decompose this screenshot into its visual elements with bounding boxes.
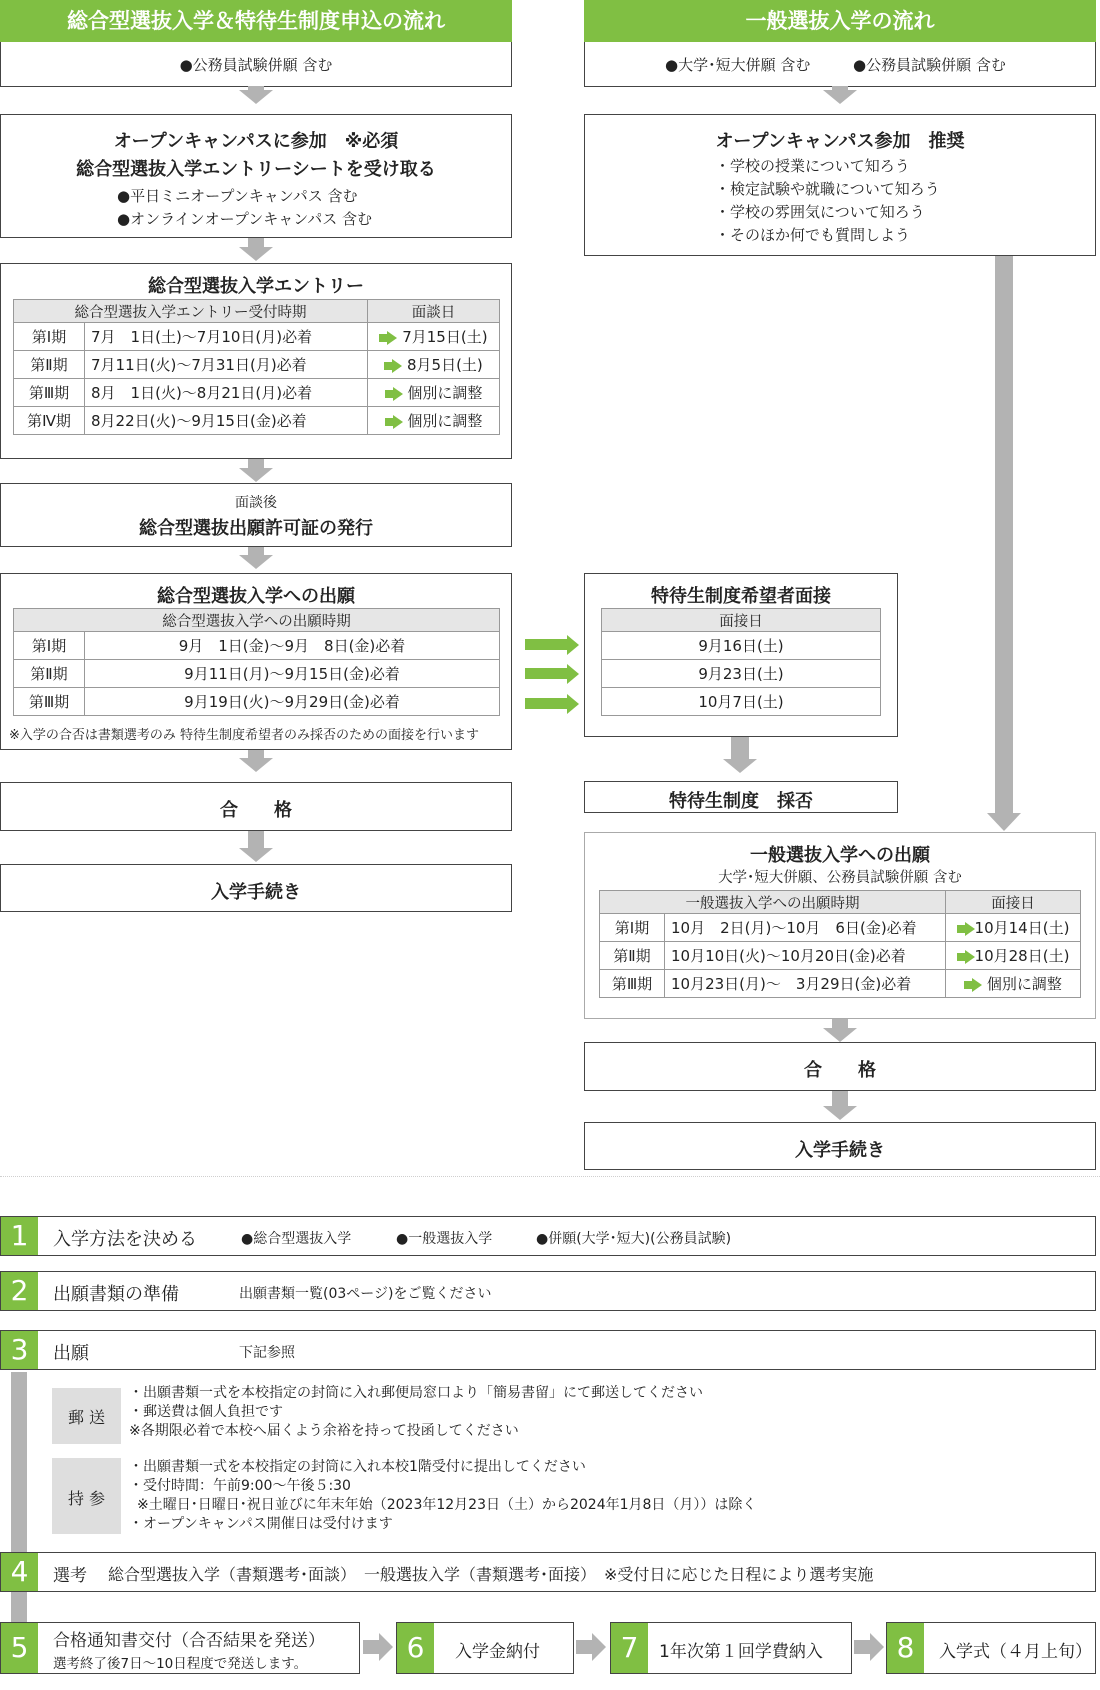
left-flow-header: 総合型選抜入学＆特待生制度申込の流れ: [0, 0, 512, 42]
down-arrow: [723, 759, 757, 773]
open-campus-required-line2: 総合型選抜入学エントリーシートを受け取る: [76, 159, 436, 180]
down-arrow: [987, 813, 1021, 831]
left-pass-box: [0, 782, 512, 831]
down-arrow: [239, 247, 273, 261]
bring-line: ※土曜日･日曜日･祝日並びに年末年始（2023年12月23日（土）から2024年1月8日（月））は除く: [137, 1497, 757, 1513]
bring-label: 持 参: [67, 1489, 106, 1508]
down-arrow: [239, 555, 273, 569]
step-title: 入学金納付: [455, 1642, 540, 1662]
left-pass-text: 合 格: [220, 800, 292, 821]
green-arrow-head: [567, 694, 579, 714]
general-date: 個別に調整: [986, 975, 1062, 993]
down-arrow-stem: [731, 737, 749, 759]
scholarship-interview-title: 特待生制度希望者面接: [651, 586, 831, 607]
mail-line: ※各期限必着で本校へ届くよう余裕を持って投函してください: [129, 1423, 519, 1439]
green-arrow-head: [567, 664, 579, 684]
right-arrow-stem: [363, 1640, 379, 1654]
general-application-sub: 大学･短大併願、公務員試験併願 含む: [718, 870, 962, 886]
comprehensive-application-box: [0, 573, 512, 750]
right-arrow-icon: [379, 1633, 393, 1661]
right-note-b: ●公務員試験併願 含む: [853, 56, 1006, 74]
step-title: 出願: [53, 1343, 89, 1364]
step-number: 3: [1, 1331, 38, 1369]
permit-sub: 面談後: [235, 495, 277, 511]
right-pass-text: 合 格: [804, 1060, 876, 1081]
general-application-col-period: 一般選抜入学への出願時期: [600, 891, 946, 914]
green-arrow-head: [972, 978, 982, 992]
down-arrow-stem: [832, 1091, 848, 1107]
step-note: 下記参照: [239, 1345, 295, 1361]
general-period: 10月10日(火)～10月20日(金)必着: [665, 942, 946, 970]
entry-period: 8月22日(火)～9月15日(金)必着: [85, 407, 368, 435]
open-campus-recommended-item: ・学校の雰囲気について知ろう: [715, 203, 925, 221]
application-term: 第Ⅲ期: [14, 688, 85, 716]
general-period: 10月23日(月)～ 3月29日(金)必着: [665, 970, 946, 998]
interview-date: 9月23日(土): [602, 660, 881, 688]
table-row: [14, 632, 500, 660]
table-row: [14, 351, 500, 379]
general-date: 10月28日(土): [974, 947, 1070, 965]
down-arrow: [239, 90, 273, 104]
application-period: 9月19日(火)～9月29日(金)必着: [85, 688, 500, 716]
entry-date: 個別に調整: [407, 384, 483, 402]
right-arrow-icon: [870, 1633, 884, 1661]
green-arrow-icon: [385, 418, 393, 426]
table-row: [600, 942, 1081, 970]
green-arrow-head: [393, 387, 403, 401]
down-arrow-stem: [248, 831, 264, 849]
green-arrow-icon: [384, 362, 392, 370]
green-arrow-icon: [385, 390, 393, 398]
open-campus-required-box: [0, 114, 512, 238]
mail-line: ・郵送費は個人負担です: [129, 1404, 283, 1420]
application-period: 9月11日(月)～9月15日(金)必着: [85, 660, 500, 688]
application-term: 第Ⅱ期: [14, 660, 85, 688]
open-campus-recommended-item: ・そのほか何でも質問しよう: [715, 226, 911, 244]
general-term: 第Ⅱ期: [600, 942, 665, 970]
open-campus-required-line1: オープンキャンパスに参加 ※必須: [113, 131, 399, 152]
step-3: [0, 1330, 1096, 1370]
down-arrow: [823, 1028, 857, 1042]
green-arrow-head: [387, 331, 397, 345]
entry-table: [13, 299, 500, 435]
left-procedure-box: [0, 864, 512, 912]
entry-term: 第Ⅳ期: [14, 407, 85, 435]
step-number: 2: [1, 1272, 38, 1310]
entry-box: [0, 263, 512, 459]
open-campus-item1: ●平日ミニオープンキャンパス 含む: [117, 187, 358, 205]
green-arrow-head: [392, 359, 402, 373]
general-application-title: 一般選抜入学への出願: [750, 845, 930, 866]
general-application-table: [599, 890, 1081, 998]
down-arrow-stem: [832, 1019, 848, 1029]
left-procedure-text: 入学手続き: [211, 882, 301, 903]
green-arrow-icon: [379, 334, 387, 342]
entry-date: 8月5日(土): [406, 356, 483, 374]
green-arrow-head: [965, 922, 975, 936]
right-arrow-icon: [592, 1633, 606, 1661]
step-number: 8: [887, 1623, 924, 1673]
table-row: [14, 379, 500, 407]
scholarship-interview-col: 面接日: [602, 609, 881, 632]
entry-date: 7月15日(土): [402, 328, 488, 346]
down-arrow: [239, 758, 273, 772]
table-row: [14, 323, 500, 351]
down-arrow-stem: [248, 238, 264, 248]
green-arrow-icon: [525, 668, 567, 679]
step-number: 6: [397, 1623, 434, 1673]
left-note-text: ●公務員試験併願 含む: [179, 56, 333, 74]
mail-line: ・出願書類一式を本校指定の封筒に入れ郵便局窓口より「簡易書留」にて郵送してください: [129, 1385, 703, 1401]
right-arrow-stem: [854, 1640, 870, 1654]
step-6: [396, 1622, 574, 1674]
entry-term: 第Ⅰ期: [14, 323, 85, 351]
right-procedure-box: [584, 1122, 1096, 1170]
table-row: [14, 660, 500, 688]
down-arrow-stem: [248, 750, 264, 759]
step-number: 7: [611, 1623, 648, 1673]
section-divider: [0, 1176, 1100, 1177]
open-campus-recommended-item: ・学校の授業について知ろう: [715, 157, 910, 175]
step-4: [0, 1552, 1096, 1592]
bring-line: ・オープンキャンパス開催日は受付けます: [129, 1516, 393, 1532]
permit-title: 総合型選抜出願許可証の発行: [139, 518, 373, 539]
mail-label: 郵 送: [67, 1408, 106, 1427]
table-row: [600, 914, 1081, 942]
comprehensive-application-col: 総合型選抜入学への出願時期: [14, 609, 500, 632]
bring-text: [129, 1458, 756, 1534]
step-text: 総合型選抜入学（書類選考･面談） 一般選抜入学（書類選考･面接） ※受付日に応じた日程により選考実施: [108, 1565, 874, 1584]
entry-title: 総合型選抜入学エントリー: [148, 276, 364, 297]
green-arrow-head: [393, 415, 403, 429]
down-arrow: [823, 90, 857, 104]
interview-date: 9月16日(土): [602, 632, 881, 660]
step-number: 1: [1, 1217, 38, 1255]
open-campus-item2: ●オンラインオープンキャンパス 含む: [117, 210, 373, 228]
green-arrow-icon: [957, 953, 965, 961]
step-number: 5: [1, 1623, 38, 1673]
step-1: [0, 1216, 1096, 1256]
right-note-a: ●大学･短大併願 含む: [665, 56, 811, 74]
open-campus-recommended-title: オープンキャンパス参加 推奨: [715, 131, 965, 152]
application-term: 第Ⅰ期: [14, 632, 85, 660]
step-5: [0, 1622, 360, 1674]
general-date: 10月14日(土): [974, 919, 1070, 937]
right-pass-box: [584, 1042, 1096, 1091]
permit-box: [0, 483, 512, 547]
step-8: [886, 1622, 1096, 1674]
down-arrow-stem: [248, 459, 264, 469]
open-campus-recommended-item: ・検定試験や就職について知ろう: [715, 180, 940, 198]
open-campus-recommended-box: [584, 114, 1096, 256]
down-arrow: [239, 468, 273, 482]
green-arrow-head: [965, 950, 975, 964]
entry-period: 7月 1日(土)～7月10日(月)必着: [85, 323, 368, 351]
general-application-col-date: 面接日: [946, 891, 1081, 914]
table-row: [602, 688, 881, 716]
table-row: [14, 688, 500, 716]
entry-period: 8月 1日(火)～8月21日(月)必着: [85, 379, 368, 407]
application-period: 9月 1日(金)～9月 8日(金)必着: [85, 632, 500, 660]
bring-label-box: [52, 1458, 121, 1534]
step-2: [0, 1271, 1096, 1311]
left-note-box: [0, 42, 512, 87]
green-arrow-icon: [964, 981, 972, 989]
down-arrow-stem: [832, 86, 848, 92]
entry-date: 個別に調整: [407, 412, 483, 430]
scholarship-interview-table: [601, 608, 881, 716]
step-title: 入学式（４月上旬）: [939, 1642, 1092, 1662]
green-arrow-icon: [525, 639, 567, 650]
step-title: 選考: [53, 1566, 87, 1586]
mail-label-box: [52, 1388, 121, 1444]
comprehensive-application-note: ※入学の合否は書類選考のみ 特待生制度希望者のみ採否のための面接を行います: [9, 728, 480, 743]
step-option: ●一般選抜入学: [396, 1231, 493, 1247]
entry-col-date: 面談日: [368, 300, 500, 323]
bring-line: ・受付時間：午前9:00～午後５:30: [129, 1478, 351, 1494]
general-term: 第Ⅰ期: [600, 914, 665, 942]
interview-date: 10月7日(土): [602, 688, 881, 716]
general-application-box: [584, 832, 1096, 1019]
table-row: [602, 660, 881, 688]
down-arrow-stem: [248, 547, 264, 556]
table-row: [602, 632, 881, 660]
long-down-arrow-stem: [995, 256, 1013, 813]
down-arrow-stem: [248, 86, 264, 92]
table-row: [600, 970, 1081, 998]
green-arrow-head: [567, 635, 579, 655]
general-period: 10月 2日(月)～10月 6日(金)必着: [665, 914, 946, 942]
step-note: 出願書類一覧(03ページ)をご覧ください: [239, 1286, 492, 1302]
step-option: ●併願(大学･短大)(公務員試験): [536, 1231, 732, 1247]
step-number: 4: [1, 1553, 38, 1591]
step-sub: 選考終了後7日～10日程度で発送します。: [53, 1656, 308, 1672]
step-title: 出願書類の準備: [53, 1284, 179, 1305]
right-procedure-text: 入学手続き: [795, 1140, 885, 1161]
entry-period: 7月11日(火)～7月31日(月)必着: [85, 351, 368, 379]
comprehensive-application-table: [13, 608, 500, 716]
entry-term: 第Ⅲ期: [14, 379, 85, 407]
green-arrow-icon: [525, 698, 567, 709]
down-arrow: [823, 1106, 857, 1120]
scholarship-result-text: 特待生制度 採否: [669, 791, 813, 812]
scholarship-interview-box: [584, 573, 898, 737]
down-arrow: [239, 848, 273, 862]
right-arrow-stem: [576, 1640, 592, 1654]
comprehensive-application-title: 総合型選抜入学への出願: [157, 586, 355, 607]
mail-text: [129, 1384, 703, 1441]
step-title: 合格通知書交付（合否結果を発送）: [53, 1631, 325, 1651]
right-note-box: [584, 42, 1096, 87]
general-term: 第Ⅲ期: [600, 970, 665, 998]
green-arrow-icon: [957, 925, 965, 933]
step-title: 1年次第１回学費納入: [659, 1642, 823, 1662]
right-flow-header: 一般選抜入学の流れ: [584, 0, 1096, 42]
table-row: [14, 407, 500, 435]
step-option: ●総合型選抜入学: [241, 1231, 352, 1247]
step-title: 入学方法を決める: [53, 1229, 197, 1250]
scholarship-result-box: [584, 781, 898, 813]
entry-col-period: 総合型選抜入学エントリー受付時期: [14, 300, 368, 323]
bring-line: ・出願書類一式を本校指定の封筒に入れ本校1階受付に提出してください: [129, 1459, 586, 1475]
step-7: [610, 1622, 852, 1674]
entry-term: 第Ⅱ期: [14, 351, 85, 379]
